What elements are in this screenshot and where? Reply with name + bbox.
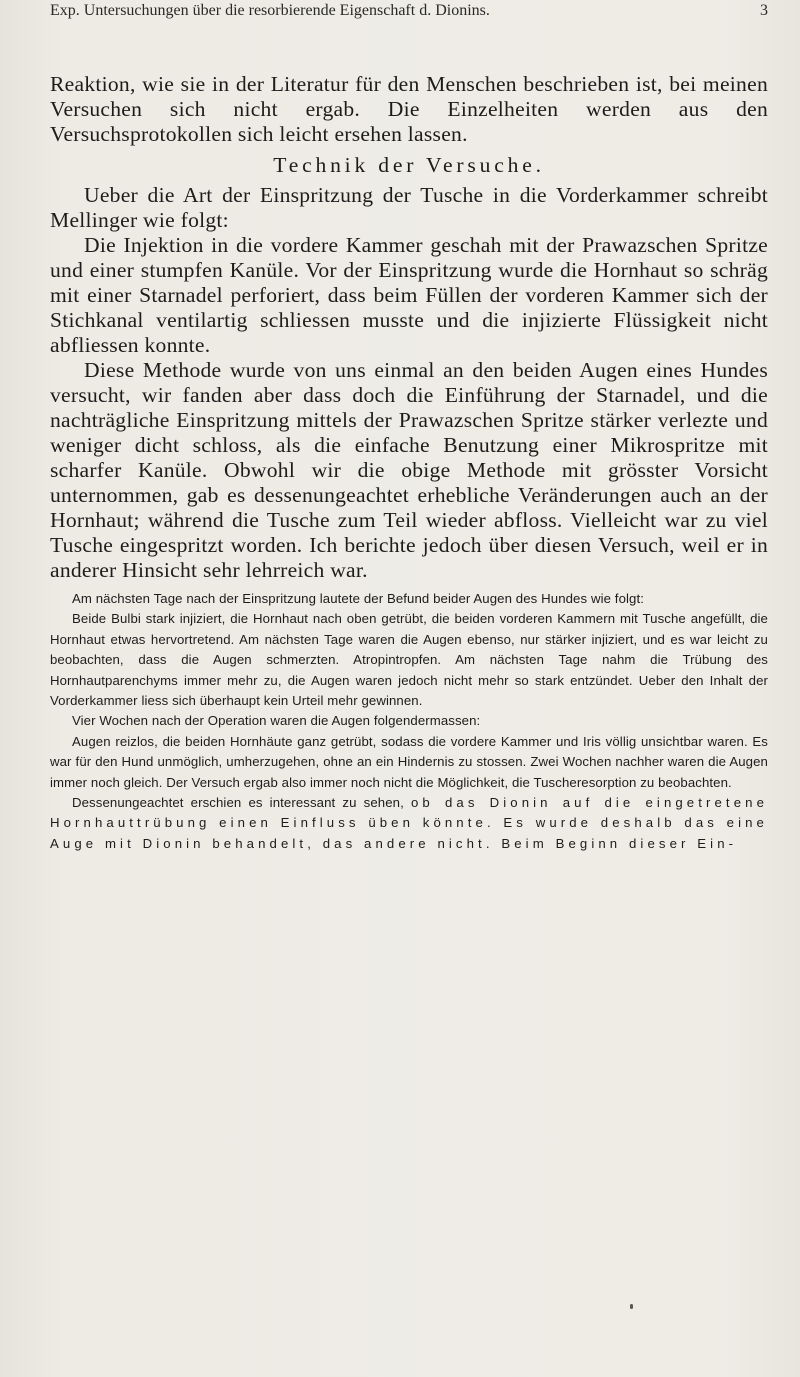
paper-speck <box>630 1304 633 1309</box>
page-number: 3 <box>760 2 768 19</box>
protocol-paragraph: Am nächsten Tage nach der Einspritzung lautete der Befund beider Augen des Hundes wie folgt: <box>72 591 644 606</box>
protocol-paragraph: Beide Bulbi stark injiziert, die Hornhaut nach oben getrübt, die beiden vorderen Kammern mit Tusche angefüllt, die Hornhaut etwas hervortretend. Am nächsten Tage waren die Augen ebenso, nur stärker injiziert, und es war leicht zu beobachten, dass die Augen schmerzten. Atropintropfen. Am nächsten Tage nahm die Trübung des Hornhautparenchyms immer mehr zu, die Augen waren jedoch nicht mehr so stark entzündet. Ueber den Inhalt der Vorderkammer liess sich überhaupt kein Urteil mehr gewinnen. <box>50 611 768 709</box>
protocol-paragraph: Vier Wochen nach der Operation waren die Augen folgendermassen: <box>72 713 481 729</box>
dionin-spaced-text: ob das Dionin auf die eingetretene Hornhauttrübung einen Einfluss üben könnte. Es wurde deshalb das eine Auge mit Dionin behandelt, das andere nicht. Beim Beginn dieser Ein- <box>50 795 768 851</box>
paragraph-continuation: Reaktion, wie sie in der Literatur für den Menschen beschrieben ist, bei meinen Versuchen sich nicht ergab. Die Einzelheiten werden aus den Versuchsprotokollen sich leicht ersehen lassen. <box>50 72 768 146</box>
running-title: Exp. Untersuchungen über die resorbierende Eigenschaft d. Dionins. <box>50 2 490 19</box>
protocol-paragraph-dionin <box>50 793 768 854</box>
running-head <box>50 2 768 20</box>
paragraph-method: Diese Methode wurde von uns einmal an den beiden Augen eines Hundes versucht, wir fanden aber dass doch die Einführung der Starnadel, und die nachträgliche Einspritzung mittels der Prawazschen Spritze stärker verlezte und weniger dicht schloss, als die einfache Benutzung einer Mikrospritze mit scharfer Kanüle. Obwohl wir die obige Methode mit grösster Vorsicht unternommen, gab es dessenungeachtet erhebliche Veränderungen auch an der Hornhaut; während die Tusche zum Teil wieder abfloss. Vielleicht war zu viel Tusche eingespritzt worden. Ich berichte jedoch über diesen Versuch, weil er in anderer Hinsicht sehr lehrreich war. <box>50 358 768 582</box>
paragraph-mellinger-quote: Die Injektion in die vordere Kammer geschah mit der Prawazschen Spritze und einer stumpfen Kanüle. Vor der Einspritzung wurde die Hornhaut so schräg mit einer Starnadel perforiert, dass beim Füllen der vorderen Kammer sich der Stichkanal ventilartig schliessen musste und die injizierte Flüssigkeit nicht abfliessen konnte. <box>50 233 768 357</box>
page-body <box>50 72 768 854</box>
protocol-block <box>50 589 768 854</box>
paragraph-mellinger-intro: Ueber die Art der Einspritzung der Tusche in die Vorderkammer schreibt Mellinger wie folgt: <box>50 183 768 232</box>
protocol-paragraph: Augen reizlos, die beiden Hornhäute ganz getrübt, sodass die vordere Kammer und Iris völlig unsichtbar waren. Es war für den Hund unmöglich, umherzugehen, ohne an ein Hindernis zu stossen. Zwei Wochen nachher waren die Augen immer noch gleich. Der Versuch ergab also immer noch nicht die Möglichkeit, die Tuscheresorption zu beobachten. <box>50 733 768 790</box>
dionin-lead-text: Dessenungeachtet erschien es interessant zu sehen, <box>72 795 404 811</box>
section-heading: Technik der Versuche. <box>273 153 545 177</box>
